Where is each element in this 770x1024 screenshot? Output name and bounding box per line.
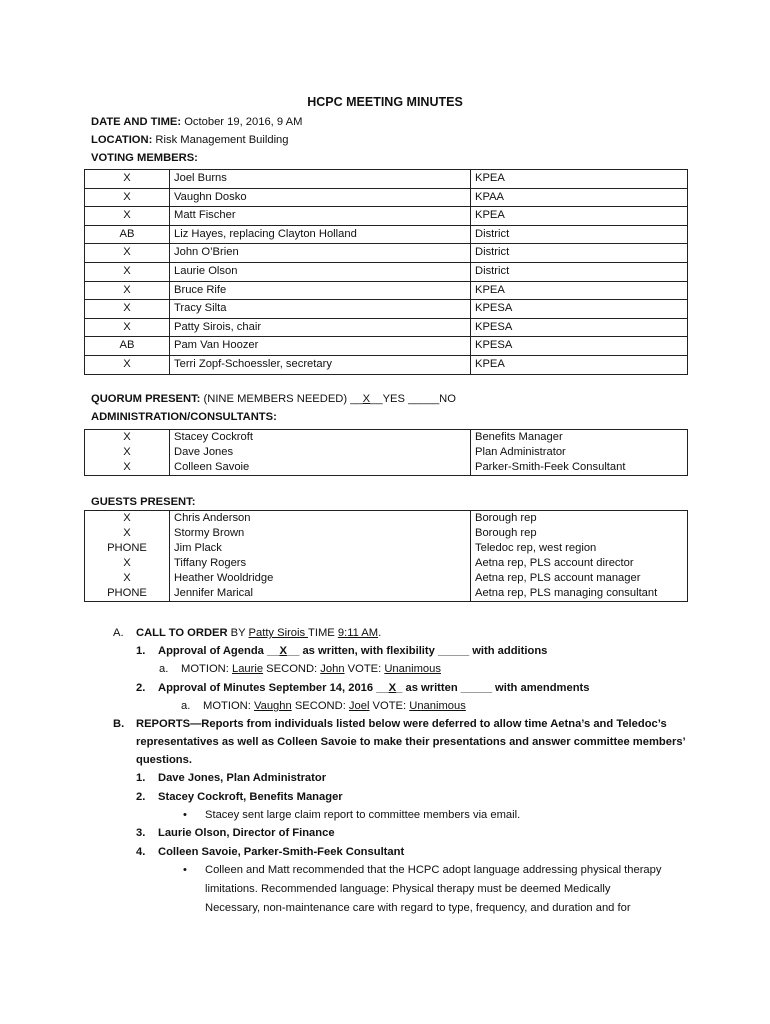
person-affiliation: District (471, 225, 688, 244)
attendance-mark: X (85, 188, 170, 207)
person-affiliation: KPESA (471, 337, 688, 356)
guest-row (85, 586, 688, 602)
a1a-motion: MOTION: (181, 663, 232, 675)
agenda-b4-bullet-line3: Necessary, non-maintenance care with regard to type, frequency, and duration and for (205, 902, 631, 914)
admin-label: ADMINISTRATION/CONSULTANTS: (91, 411, 277, 423)
a2-mark: X (388, 682, 397, 694)
location-value: Risk Management Building (155, 134, 289, 146)
person-affiliation: KPESA (471, 300, 688, 319)
attendance-mark: PHONE (85, 541, 170, 556)
person-name: Pam Van Hoozer (170, 337, 471, 356)
a2a-second-value: Joel (348, 700, 370, 712)
call-time-label: TIME (308, 627, 338, 639)
person-affiliation: Aetna rep, PLS managing consultant (471, 586, 688, 602)
quorum-text-a: (NINE MEMBERS NEEDED) __ (200, 393, 363, 405)
call-by: BY (227, 627, 249, 639)
bullet-icon: • (183, 809, 187, 821)
call-person: Patty Sirois (248, 627, 309, 639)
guests-label: GUESTS PRESENT: (91, 496, 196, 508)
person-affiliation: KPEA (471, 207, 688, 226)
a2a-second: SECOND: (291, 700, 349, 712)
voting-members-label: VOTING MEMBERS: (91, 152, 198, 164)
person-name: Vaughn Dosko (170, 188, 471, 207)
person-name: Patty Sirois, chair (170, 318, 471, 337)
agenda-a2 (158, 679, 590, 697)
attendance-mark: AB (85, 225, 170, 244)
attendance-mark: X (85, 460, 170, 476)
person-name: Joel Burns (170, 170, 471, 189)
a2a-motion-value: Vaughn (253, 700, 292, 712)
a2a-motion: MOTION: (203, 700, 254, 712)
attendance-mark: X (85, 318, 170, 337)
voting-member-row (85, 244, 688, 263)
guest-row (85, 511, 688, 527)
person-affiliation: Borough rep (471, 511, 688, 527)
agenda-b2-bullet: Stacey sent large claim report to committee members via email. (205, 809, 521, 821)
a2-text-a: Approval of Minutes September 14, 2016 __ (158, 682, 389, 694)
person-affiliation: KPEA (471, 281, 688, 300)
attendance-mark: X (85, 511, 170, 527)
agenda-b4-label: 4. (136, 846, 146, 858)
a1a-vote: VOTE: (344, 663, 385, 675)
person-name: Stacey Cockroft (170, 430, 471, 446)
voting-member-row (85, 170, 688, 189)
voting-member-row (85, 318, 688, 337)
call-end: . (378, 627, 382, 639)
person-name: Terri Zopf-Schoessler, secretary (170, 355, 471, 374)
voting-member-row (85, 281, 688, 300)
date-value: October 19, 2016, 9 AM (184, 116, 303, 128)
person-affiliation: KPAA (471, 188, 688, 207)
agenda-b-label: B. (113, 718, 125, 730)
agenda-b2-label: 2. (136, 791, 146, 803)
person-name: Chris Anderson (170, 511, 471, 527)
guest-row (85, 526, 688, 541)
agenda-b4: Colleen Savoie, Parker-Smith-Feek Consultant (158, 846, 405, 858)
person-affiliation: KPEA (471, 170, 688, 189)
person-name: Colleen Savoie (170, 460, 471, 476)
a1-mark: X (279, 645, 287, 657)
person-name: Jennifer Marical (170, 586, 471, 602)
quorum-text-b: __YES _____NO (370, 393, 456, 405)
agenda-a-label: A. (113, 627, 124, 639)
a2-text-b: _ as written _____ with amendments (396, 682, 590, 694)
person-name: Jim Plack (170, 541, 471, 556)
a1-text-b: __ as written, with flexibility _____ with additions (286, 645, 548, 657)
location-line (91, 134, 289, 146)
agenda-b1-label: 1. (136, 772, 146, 784)
person-affiliation: Plan Administrator (471, 445, 688, 460)
agenda-b-line3: questions. (136, 754, 192, 766)
person-name: Tiffany Rogers (170, 556, 471, 571)
attendance-mark: X (85, 526, 170, 541)
a1a-motion-value: Laurie (231, 663, 264, 675)
admin-row (85, 445, 688, 460)
a2a-vote-value: Unanimous (409, 700, 466, 712)
location-label: LOCATION: (91, 134, 153, 146)
a2a-vote: VOTE: (369, 700, 410, 712)
agenda-a2a-label: a. (181, 700, 191, 712)
person-affiliation: Borough rep (471, 526, 688, 541)
person-name: Laurie Olson (170, 262, 471, 281)
agenda-a (136, 624, 381, 642)
agenda-b-line2: representatives as well as Colleen Savoie to make their presentations and answer committee members’ (136, 736, 686, 748)
a1a-vote-value: Unanimous (384, 663, 441, 675)
person-affiliation: District (471, 244, 688, 263)
person-affiliation: Aetna rep, PLS account director (471, 556, 688, 571)
a1a-second-value: John (320, 663, 345, 675)
guest-row (85, 571, 688, 586)
agenda-a2a (203, 697, 466, 715)
date-line (91, 116, 302, 128)
person-name: Dave Jones (170, 445, 471, 460)
agenda-b4-bullet-line2: limitations. Recommended language: Physical therapy must be deemed Medically (205, 883, 611, 895)
a1-text-a: Approval of Agenda __ (158, 645, 280, 657)
attendance-mark: X (85, 281, 170, 300)
person-name: Heather Wooldridge (170, 571, 471, 586)
person-name: Matt Fischer (170, 207, 471, 226)
voting-member-row (85, 262, 688, 281)
person-affiliation: Parker-Smith-Feek Consultant (471, 460, 688, 476)
person-affiliation: Aetna rep, PLS account manager (471, 571, 688, 586)
person-affiliation: KPESA (471, 318, 688, 337)
agenda-b2: Stacey Cockroft, Benefits Manager (158, 791, 343, 803)
person-name: Tracy Silta (170, 300, 471, 319)
agenda-b3: Laurie Olson, Director of Finance (158, 827, 335, 839)
call-time: 9:11 AM (337, 627, 379, 639)
voting-member-row (85, 337, 688, 356)
quorum-label: QUORUM PRESENT: (91, 393, 201, 405)
attendance-mark: X (85, 556, 170, 571)
admin-table (84, 429, 688, 476)
person-name: Bruce Rife (170, 281, 471, 300)
quorum-mark: X (362, 393, 371, 405)
a1a-second: SECOND: (263, 663, 321, 675)
agenda-b-line1: REPORTS—Reports from individuals listed below were deferred to allow time Aetna’s and Teledoc’s (136, 718, 667, 730)
agenda-a1a (181, 660, 441, 678)
bullet-icon: • (183, 864, 187, 876)
attendance-mark: PHONE (85, 586, 170, 602)
guests-table (84, 510, 688, 602)
person-affiliation: Teledoc rep, west region (471, 541, 688, 556)
attendance-mark: X (85, 244, 170, 263)
person-name: John O’Brien (170, 244, 471, 263)
admin-row (85, 430, 688, 446)
attendance-mark: X (85, 300, 170, 319)
admin-row (85, 460, 688, 476)
voting-member-row (85, 188, 688, 207)
attendance-mark: X (85, 430, 170, 446)
agenda-a1-label: 1. (136, 645, 146, 657)
quorum-line (91, 393, 456, 405)
voting-member-row (85, 355, 688, 374)
agenda-b4-bullet-line1: Colleen and Matt recommended that the HCPC adopt language addressing physical therapy (205, 864, 662, 876)
guest-row (85, 541, 688, 556)
guest-row (85, 556, 688, 571)
attendance-mark: X (85, 445, 170, 460)
voting-member-row (85, 207, 688, 226)
date-label: DATE AND TIME: (91, 116, 182, 128)
attendance-mark: X (85, 355, 170, 374)
attendance-mark: X (85, 262, 170, 281)
agenda-a2-label: 2. (136, 682, 146, 694)
person-affiliation: KPEA (471, 355, 688, 374)
voting-members-table (84, 169, 688, 375)
person-name: Stormy Brown (170, 526, 471, 541)
document-title: HCPC MEETING MINUTES (307, 95, 463, 109)
call-to-order: CALL TO ORDER (136, 627, 228, 639)
agenda-a1 (158, 642, 547, 660)
attendance-mark: AB (85, 337, 170, 356)
person-affiliation: Benefits Manager (471, 430, 688, 446)
voting-member-row (85, 225, 688, 244)
attendance-mark: X (85, 170, 170, 189)
voting-member-row (85, 300, 688, 319)
person-affiliation: District (471, 262, 688, 281)
attendance-mark: X (85, 207, 170, 226)
agenda-a1a-label: a. (159, 663, 169, 675)
agenda-b1: Dave Jones, Plan Administrator (158, 772, 327, 784)
agenda-b3-label: 3. (136, 827, 146, 839)
person-name: Liz Hayes, replacing Clayton Holland (170, 225, 471, 244)
attendance-mark: X (85, 571, 170, 586)
